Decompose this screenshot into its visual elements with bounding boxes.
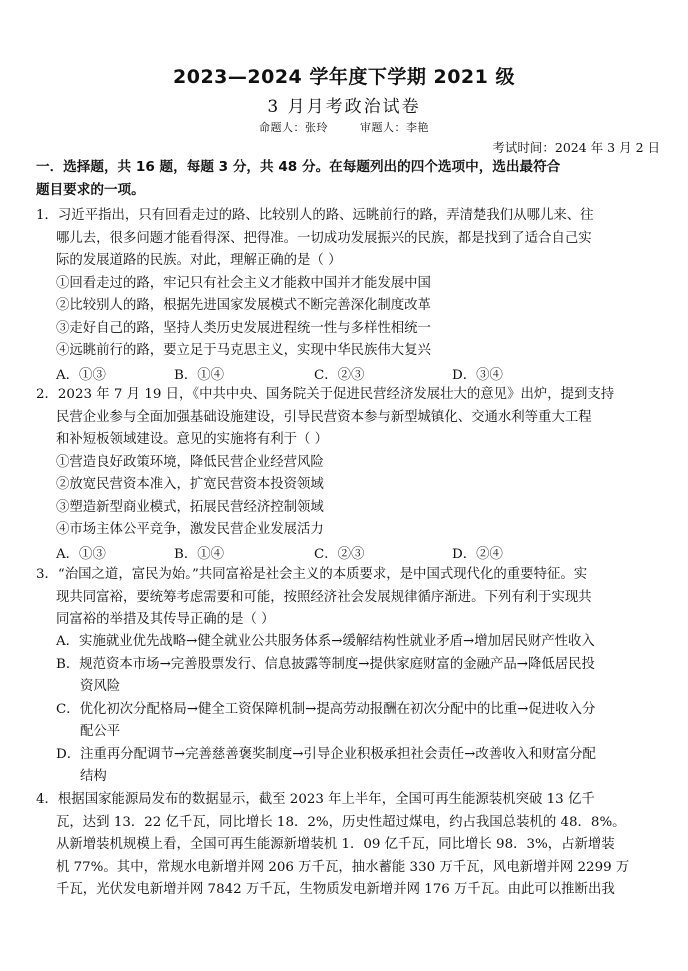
section-heading-cont: 题目要求的一项。 (36, 182, 145, 198)
q2-option-a[interactable]: A．①③ (56, 547, 106, 562)
q2-stem: 2．2023 年 7 月 19 日，《中共中央、国务院关于促进民营经济发展壮大的意见》出炉，提到支持 (36, 387, 615, 402)
q3-option-b-cont: 资风险 (80, 679, 121, 694)
q1-statement-2: ②比较别人的路，根据先进国家发展模式不断完善深化制度改革 (56, 298, 431, 313)
q3-option-d-cont: 结构 (80, 769, 107, 784)
q3-option-c[interactable]: C．优化初次分配格局→健全工资保障机制→提高劳动报酬在初次分配中的比重→促进收入分 (56, 702, 596, 717)
q2-statement-4: ④市场主体公平竞争，激发民营企业发展活力 (56, 522, 324, 537)
q3-option-a[interactable]: A．实施就业优先战略→健全就业公共服务体系→缓解结构性就业矛盾→增加居民财产性收入 (56, 634, 595, 649)
q3-stem-cont: 同富裕的举措及其传导正确的是（ ） (56, 612, 275, 627)
reviewer-label: 审题人：李艳 (360, 121, 429, 134)
q2-option-c[interactable]: C．②③ (314, 547, 365, 562)
q1-stem-cont: 际的发展道路的民族。对此，理解正确的是（ ） (56, 253, 342, 268)
q1-stem-cont: 哪儿去，很多问题才能看得深、把得准。一切成功发展振兴的民族，都是找到了适合自己实 (56, 231, 592, 246)
q4-stem-cont: 从新增装机规模上看，全国可再生能源新增装机 1．09 亿千瓦，同比增长 98．3%，占新增装 (56, 837, 615, 852)
q4-stem-cont: 机 77%。其中，常规水电新增并网 206 万千瓦，抽水蓄能 330 万千瓦，风电新增并网 2299 万 (56, 860, 630, 875)
q1-options (56, 364, 616, 382)
q2-option-d[interactable]: D．②④ (452, 547, 503, 562)
q2-stem-cont: 和补短板领域建设。意见的实施将有利于（ ） (56, 432, 329, 447)
q2-stem-cont: 民营企业参与全面加强基础设施建设，引导民营资本参与新型城镇化、交通水利等重大工程 (56, 410, 592, 425)
q1-option-d[interactable]: D．③④ (452, 368, 503, 383)
exam-title: 2023—2024 学年度下学期 2021 级 (173, 66, 515, 88)
q2-statement-2: ②放宽民营资本准入，扩宽民营资本投资领域 (56, 477, 324, 492)
exam-time: 考试时间：2024 年 3 月 2 日 (492, 140, 660, 155)
q1-option-c[interactable]: C．②③ (314, 368, 365, 383)
q3-option-c-cont: 配公平 (80, 724, 121, 739)
q2-statement-3: ③塑造新型商业模式，拓展民营经济控制领域 (56, 500, 324, 515)
q1-option-b[interactable]: B．①④ (174, 368, 225, 383)
q3-option-b[interactable]: B．规范资本市场→完善股票发行、信息披露等制度→提供家庭财富的金融产品→降低居民投 (56, 657, 595, 672)
q4-stem-cont: 瓦，达到 13．22 亿千瓦，同比增长 18．2%，历史性超过煤电，约占我国总装机的 48．8%。 (56, 815, 626, 830)
q1-option-a[interactable]: A．①③ (56, 368, 106, 383)
q3-option-d[interactable]: D．注重再分配调节→完善慈善褒奖制度→引导企业积极承担社会责任→改善收入和财富分配 (56, 747, 596, 762)
q4-stem-cont: 千瓦，光伏发电新增并网 7842 万千瓦，生物质发电新增并网 176 万千瓦。由此可以推断出我 (56, 882, 615, 897)
section-heading: 一．选择题，共 16 题，每题 3 分，共 48 分。在每题列出的四个选项中，选出最符合 (36, 159, 561, 175)
q3-stem: 3．“治国之道，富民为始。”共同富裕是社会主义的本质要求，是中国式现代化的重要特征。实 (36, 567, 588, 582)
q1-statement-3: ③走好自己的路，坚持人类历史发展进程统一性与多样性相统一 (56, 321, 431, 336)
q4-stem: 4．根据国家能源局发布的数据显示，截至 2023 年上半年，全国可再生能源装机突破 13 亿千 (36, 792, 595, 807)
q1-statement-1: ①回看走过的路，牢记只有社会主义才能救中国并才能发展中国 (56, 276, 431, 291)
q2-options (56, 543, 616, 561)
q1-stem: 1．习近平指出，只有回看走过的路、比较别人的路、远眺前行的路，弄清楚我们从哪儿来、往 (36, 208, 594, 223)
q3-stem-cont: 现共同富裕，要统筹考虑需要和可能，按照经济社会发展规律循序渐进。下列有利于实现共 (56, 590, 592, 605)
exam-subtitle: 3 月月考政治试卷 (267, 97, 421, 117)
setter-label: 命题人：张玲 (259, 121, 328, 134)
q2-option-b[interactable]: B．①④ (174, 547, 225, 562)
author-line (0, 119, 688, 135)
q2-statement-1: ①营造良好政策环境，降低民营企业经营风险 (56, 455, 324, 470)
q1-statement-4: ④远眺前行的路，要立足于马克思主义，实现中华民族伟大复兴 (56, 343, 431, 358)
